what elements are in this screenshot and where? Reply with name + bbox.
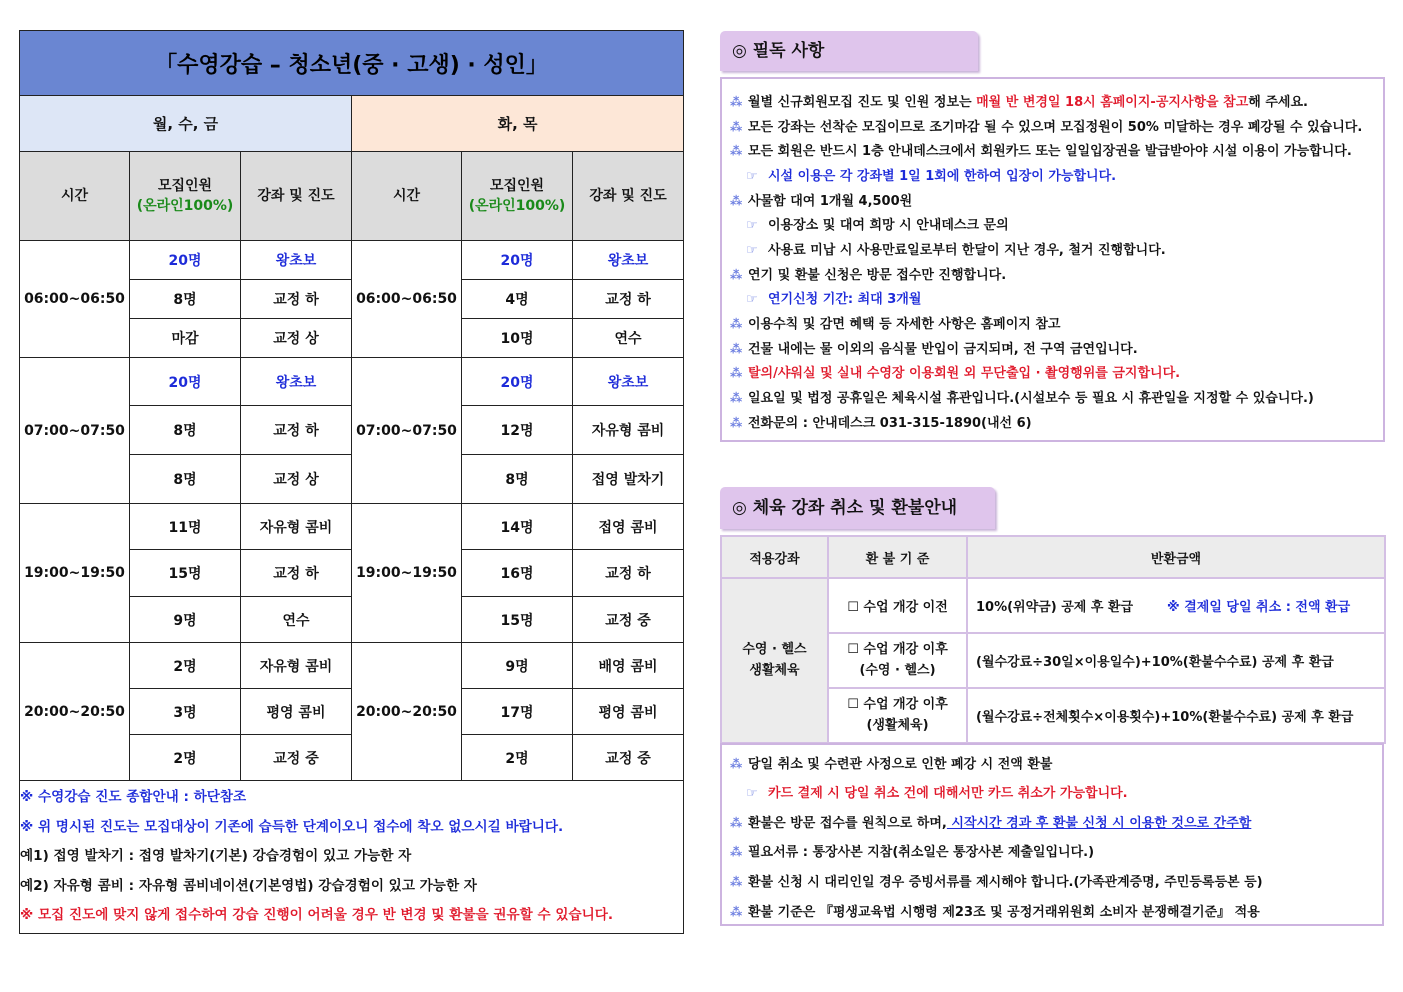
notice-text: 일요일 및 법정 공휴일은 체육시설 휴관입니다.(시설보수 등 필요 시 휴관일을 지정할 수 있습니다.) [748,391,1314,406]
notice-tab: ◎ 필독 사항 [720,31,978,71]
bullet-icon: ⁂ [730,144,743,158]
notice-text: 이용수칙 및 감면 혜택 등 자세한 사항은 홈페이지 참고 [748,317,1061,332]
refund-underlined-text: 시작시간 경과 후 환불 신청 시 이용한 것으로 간주함 [946,816,1252,831]
criteria-line: ☐ 수업 개강 이후 [847,696,948,712]
time-slot: 06:00~06:50 [352,241,462,358]
course-level: 배영 콤비 [573,643,684,689]
bullet-icon: ⁂ [730,120,743,134]
pointing-hand-icon: ☞ [746,786,758,801]
notice-text: 건물 내에는 물 이외의 음식물 반입이 금지되며, 전 구역 금연입니다. [748,342,1138,357]
bullet-icon: ⁂ [730,416,743,430]
course-level: 교정 하 [241,550,352,597]
bullet-icon: ⁂ [730,875,743,889]
notice-text: 사용료 미납 시 사용만료일로부터 한달이 지난 경우, 철거 진행합니다. [768,243,1166,258]
course-level: 자유형 콤비 [573,406,684,455]
note-example-1: 예1) 접영 발차기 : 접영 발차기(기본) 강습경험이 있고 가능한 자 [20,848,412,865]
pointing-hand-icon: ☞ [746,218,758,233]
refund-line [730,871,1263,890]
time-slot: 20:00~20:50 [352,643,462,781]
category-line: 생활체육 [749,662,800,678]
recruit-count: 2명 [130,643,241,689]
notice-subline [730,288,921,307]
pointing-hand-icon: ☞ [746,243,758,258]
notice-line [730,362,1180,381]
recruit-count: 4명 [462,280,573,319]
refund-header-course: 적용강좌 [721,536,828,578]
notice-text: 연기신청 기간: 최대 3개월 [768,292,922,307]
notice-subline [730,214,1009,233]
recruit-count: 2명 [130,735,241,781]
notice-text: 연기 및 환불 신청은 방문 접수만 진행합니다. [748,268,1007,283]
group-mon-wed-fri: 월, 수, 금 [20,96,352,152]
notice-line [730,387,1314,406]
course-level: 왕초보 [573,241,684,280]
recruit-count: 15명 [462,597,573,643]
course-level: 교정 중 [241,735,352,781]
header-time: 시간 [352,152,462,241]
recruit-count: 9명 [130,597,241,643]
course-level: 교정 하 [241,280,352,319]
refund-amount [967,578,1385,633]
recruit-count: 마감 [130,319,241,358]
course-level: 왕초보 [573,358,684,406]
schedule-title: 「수영강습 – 청소년(중 · 고생) · 성인」 [20,31,684,96]
course-level: 교정 하 [241,406,352,455]
criteria-line: (생활체육) [866,717,929,733]
refund-line [730,753,1052,772]
bullet-icon: ⁂ [730,845,743,859]
course-level: 연수 [573,319,684,358]
notice-subline [730,239,1166,258]
course-level: 교정 하 [573,550,684,597]
bullet-icon: ⁂ [730,757,743,771]
refund-line [730,812,1251,831]
swim-schedule-table [19,30,684,934]
bullet-icon: ⁂ [730,391,743,405]
refund-amount: (월수강료÷전체횟수×이용횟수)+10%(환불수수료) 공제 후 환급 [967,688,1385,743]
refund-text: 필요서류 : 통장사본 지참(취소일은 통장사본 제출일입니다.) [748,845,1095,860]
refund-criteria [828,688,967,743]
header-recruit-label: 모집인원 [489,177,545,194]
recruit-count: 3명 [130,689,241,735]
notice-text: 시설 이용은 각 강좌별 1일 1회에 한하여 입장이 가능합니다. [768,169,1117,184]
same-day-cancel-note: ※ 결제일 당일 취소 : 전액 환급 [1167,600,1351,615]
notice-text: 이용장소 및 대여 희망 시 안내데스크 문의 [768,218,1009,233]
recruit-count: 8명 [130,406,241,455]
recruit-count: 8명 [130,455,241,504]
header-course: 강좌 및 진도 [573,152,684,241]
bullet-icon: ⁂ [730,905,743,919]
course-level: 연수 [241,597,352,643]
bullet-icon: ⁂ [730,816,743,830]
time-slot: 20:00~20:50 [20,643,130,781]
course-level: 자유형 콤비 [241,504,352,550]
time-slot: 07:00~07:50 [20,358,130,504]
course-level: 교정 중 [573,735,684,781]
refund-header-criteria: 환 불 기 준 [828,536,967,578]
recruit-count: 9명 [462,643,573,689]
notice-line [730,412,1032,431]
refund-table [720,535,1386,744]
schedule-notes [20,781,684,934]
notice-line1-red: 매월 반 변경일 18시 홈페이지-공지사항을 참고 [976,95,1249,110]
course-level: 평영 콤비 [241,689,352,735]
recruit-count: 14명 [462,504,573,550]
notice-line [730,190,912,209]
notice-line [730,338,1138,357]
notice-box [720,77,1385,442]
notice-line [730,264,1006,283]
course-level: 접영 발차기 [573,455,684,504]
course-level: 교정 중 [573,597,684,643]
notice-line [730,116,1362,135]
header-recruit [462,152,573,241]
refund-tab: ◎ 체육 강좌 취소 및 환불안내 [720,487,995,529]
refund-category [721,578,828,743]
refund-text: 환불 신청 시 대리인일 경우 증빙서류를 제시해야 합니다.(가족관계증명, 주민등록등본 등) [748,875,1263,890]
recruit-count: 20명 [130,358,241,406]
category-line: 수영 · 헬스 [742,641,807,657]
time-slot: 19:00~19:50 [20,504,130,643]
course-level: 자유형 콤비 [241,643,352,689]
refund-text: 환불 기준은 『평생교육법 시행령 제23조 및 공정거래위원회 소비자 분쟁해결기준』 적용 [748,905,1260,920]
bullet-icon: ⁂ [730,342,743,356]
group-tue-thu: 화, 목 [352,96,684,152]
refund-amount: (월수강료÷30일×이용일수)+10%(환불수수료) 공제 후 환급 [967,633,1385,688]
header-course: 강좌 및 진도 [241,152,352,241]
course-level: 왕초보 [241,241,352,280]
notice-text: 모든 강좌는 선착순 모집이므로 조기마감 될 수 있으며 모집정원이 50% 미달하는 경우 폐강될 수 있습니다. [748,120,1363,135]
refund-text: 환불은 방문 접수를 원칙으로 하며, [748,816,947,831]
note-example-2: 예2) 자유형 콤비 : 자유형 콤비네이션(기본영법) 강습경험이 있고 가능한 자 [20,877,477,894]
refund-text: 카드 결제 시 당일 취소 건에 대해서만 카드 취소가 가능합니다. [768,786,1128,801]
notice-line [730,91,1308,110]
note-class-change: ※ 모집 진도에 맞지 않게 접수하여 강습 진행이 어려울 경우 반 변경 및 환불을 권유할 수 있습니다. [20,907,614,924]
pointing-hand-icon: ☞ [746,169,758,184]
notice-line [730,140,1352,159]
notice-text: 모든 회원은 반드시 1층 안내데스크에서 회원카드 또는 일일입장권을 발급받아야 시설 이용이 가능합니다. [748,144,1352,159]
recruit-count: 15명 [130,550,241,597]
course-level: 평영 콤비 [573,689,684,735]
course-level: 교정 상 [241,319,352,358]
amount-text: 10%(위약금) 공제 후 환급 [976,600,1134,615]
refund-notes-box [720,743,1384,926]
course-level: 교정 하 [573,280,684,319]
notice-line1-post: 해 주세요. [1248,95,1308,110]
recruit-count: 12명 [462,406,573,455]
note-progress-guide: ※ 수영강습 진도 종합안내 : 하단참조 [20,789,247,806]
bullet-icon: ⁂ [730,194,743,208]
notice-line1-pre: 월별 신규회원모집 진도 및 인원 정보는 [748,95,977,110]
refund-criteria [828,633,967,688]
notice-line [730,313,1060,332]
recruit-count: 11명 [130,504,241,550]
header-recruit-label: 모집인원 [157,177,213,194]
course-level: 왕초보 [241,358,352,406]
time-slot: 07:00~07:50 [352,358,462,504]
course-level: 교정 상 [241,455,352,504]
header-online-note: (온라인100%) [468,198,566,214]
bullet-icon: ⁂ [730,317,743,331]
bullet-icon: ⁂ [730,366,743,380]
recruit-count: 2명 [462,735,573,781]
criteria-line: ☐ 수업 개강 이후 [847,641,948,657]
header-time: 시간 [20,152,130,241]
course-level: 접영 콤비 [573,504,684,550]
note-level-warning: ※ 위 명시된 진도는 모집대상이 기존에 습득한 단계이오니 접수에 착오 없으시길 바랍니다. [20,818,564,835]
time-slot: 06:00~06:50 [20,241,130,358]
notice-text: 사물함 대여 1개월 4,500원 [748,194,913,209]
recruit-count: 20명 [462,241,573,280]
header-recruit [130,152,241,241]
bullet-icon: ⁂ [730,268,743,282]
recruit-count: 20명 [130,241,241,280]
refund-criteria: ☐ 수업 개강 이전 [828,578,967,633]
notice-text: 전화문의 : 안내데스크 031-315-1890(내선 6) [748,416,1032,431]
recruit-count: 16명 [462,550,573,597]
bullet-icon: ⁂ [730,95,743,109]
time-slot: 19:00~19:50 [352,504,462,643]
refund-line [730,841,1094,860]
refund-text: 당일 취소 및 수련관 사정으로 인한 폐강 시 전액 환불 [748,757,1053,772]
recruit-count: 8명 [462,455,573,504]
notice-subline [730,165,1116,184]
refund-header-amount: 반환금액 [967,536,1385,578]
recruit-count: 8명 [130,280,241,319]
header-online-note: (온라인100%) [136,198,234,214]
pointing-hand-icon: ☞ [746,292,758,307]
recruit-count: 10명 [462,319,573,358]
recruit-count: 17명 [462,689,573,735]
refund-line [730,901,1260,920]
recruit-count: 20명 [462,358,573,406]
notice-text: 탈의/샤워실 및 실내 수영장 이용회원 외 무단출입 · 촬영행위를 금지합니다. [748,366,1181,381]
criteria-line: (수영 · 헬스) [859,662,936,678]
refund-subline [730,782,1128,801]
